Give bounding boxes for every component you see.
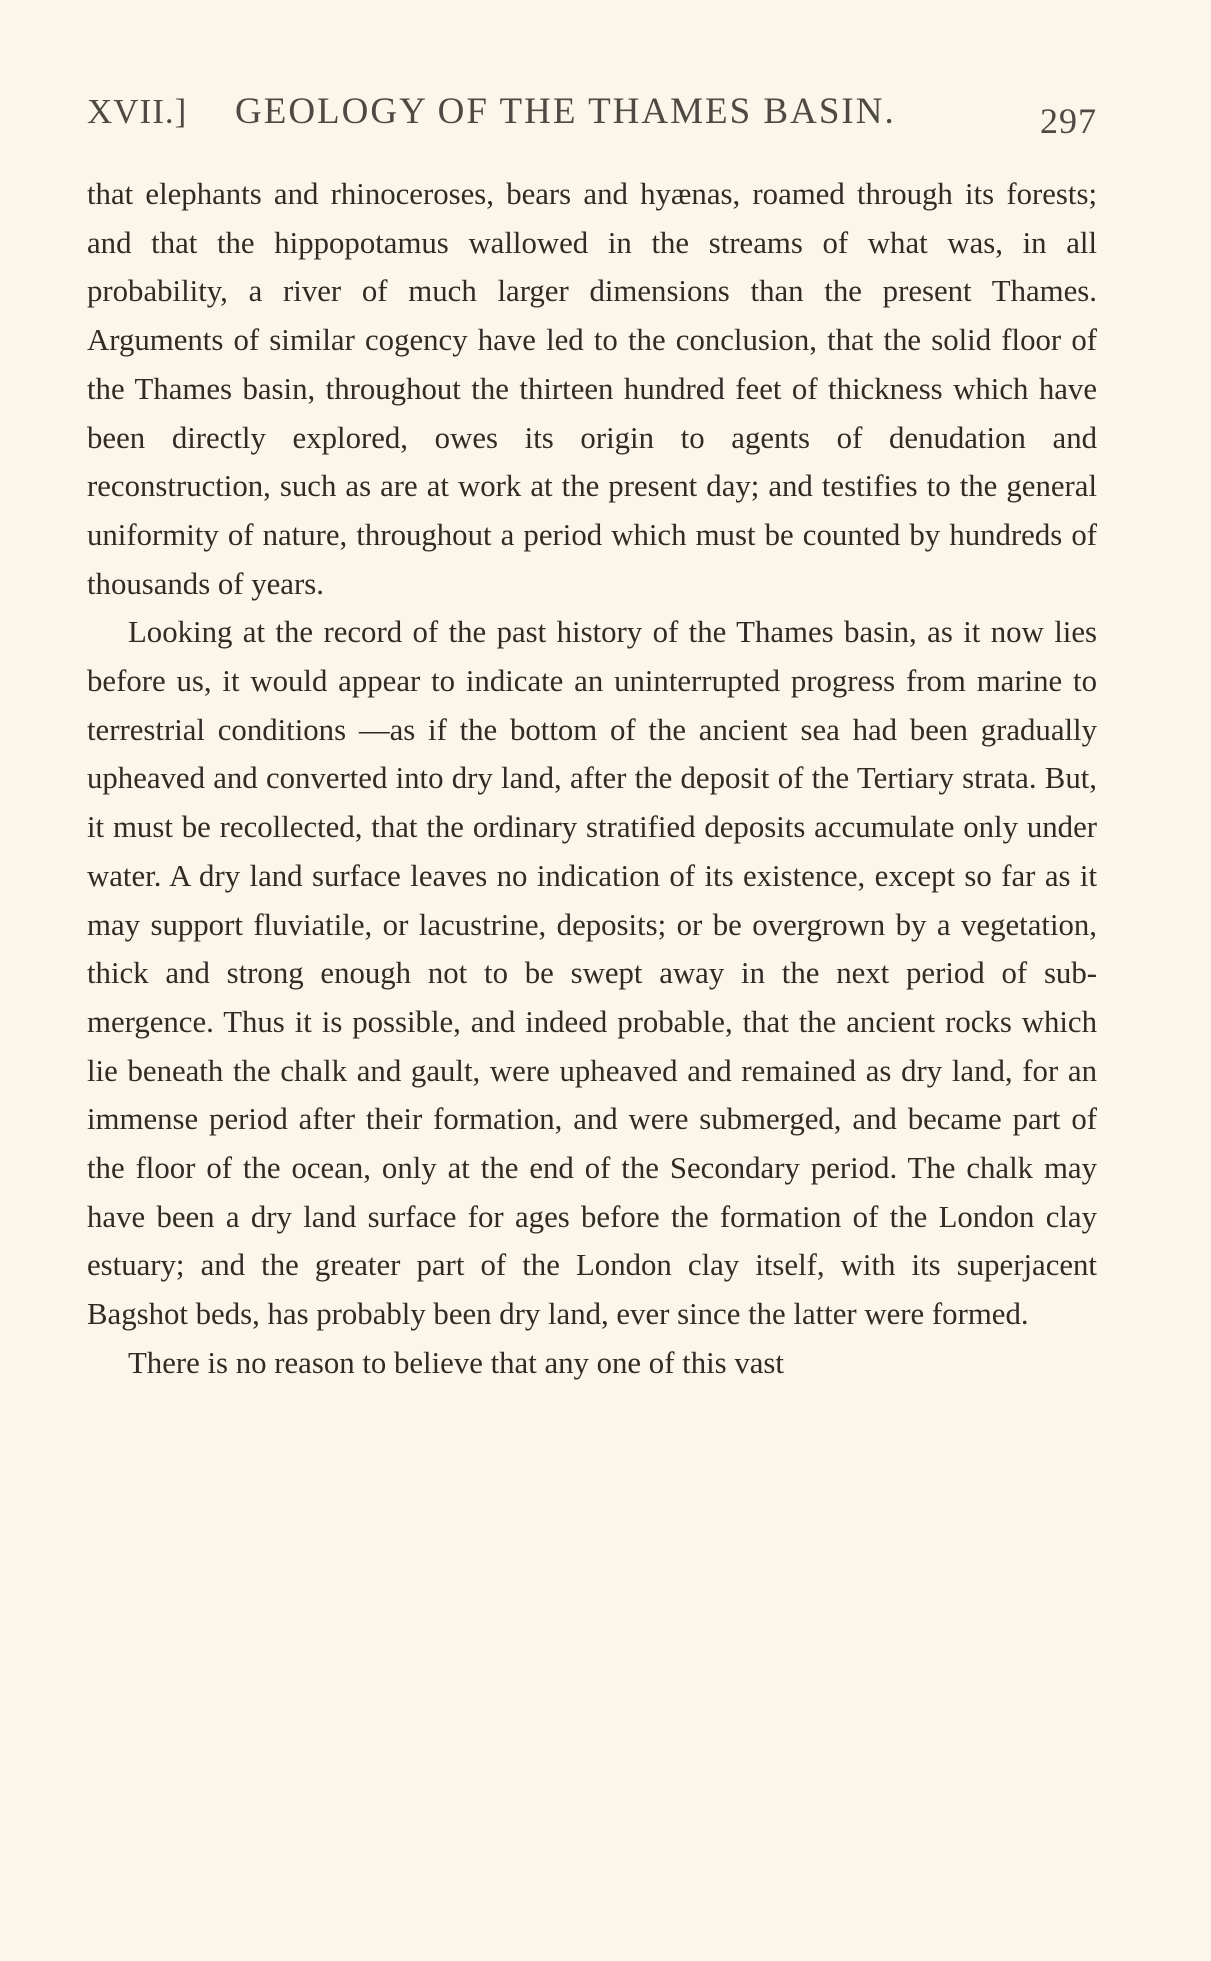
paragraph: Looking at the record of the past history of the Thames basin, as it now lies before us, it would appear to indicate an uninterrupted progress from marine to terrestrial conditions —as if the bottom of the ancient sea had been gradually upheaved and converted into dry land, after the deposit of the Tertiary strata. But, it must be recollected, that the ordinary stratified deposits accumulate only under water. A dry land surface leaves no indication of its existence, except so far as it may support fluviatile, or lacustrine, deposits; or be overgrown by a vegetation, thick and strong enough not to be swept away in the next period of sub- mergence. Thus it is possible, and indeed probable, that the ancient rocks which lie beneath the chalk and gault, were upheaved and remained as dry land, for an immense period after their formation, and were submerged, and became part of the floor of the ocean, only at the end of the Secondary period. The chalk may have been a dry land surface for ages before the formation of the London clay estuary; and the greater part of the London clay itself, with its superjacent Bagshot beds, has probably been dry land, ever since the latter were formed. xyxy=(87,615,1097,1332)
running-title: GEOLOGY OF THE THAMES BASIN. xyxy=(235,91,896,132)
page-number: 297 xyxy=(1040,101,1097,141)
paragraph: There is no reason to believe that any one of this vast xyxy=(128,1345,784,1380)
body-text xyxy=(87,170,1097,1388)
chapter-number: XVII.] xyxy=(87,92,188,131)
paragraph-continued: that elephants and rhinoceroses, bears and hyænas, roamed through its forests; and that the hippopotamus wallowed in the streams of what was, in all probability, a river of much larger dimensions than the present Thames. Arguments of similar cogency have led to the conclusion, that the solid floor of the Thames basin, throughout the thirteen hundred feet of thickness which have been directly explored, owes its origin to agents of denudation and reconstruction, such as are at work at the present day; and testifies to the general uniformity of nature, throughout a period which must be counted by hundreds of thousands of years. xyxy=(87,177,1097,601)
running-header xyxy=(87,86,1097,141)
